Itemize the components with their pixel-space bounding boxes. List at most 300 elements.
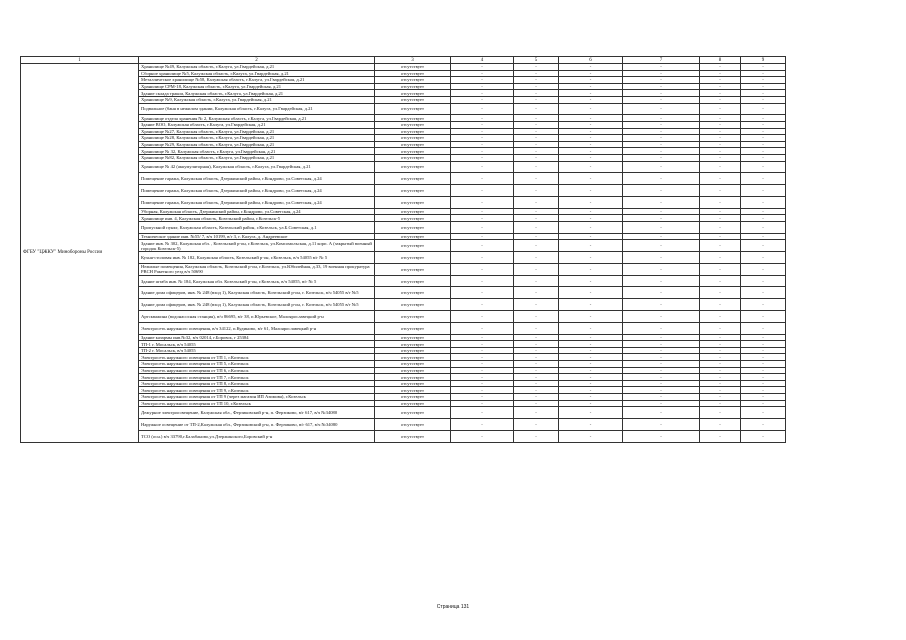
empty-value-cell: - [559, 77, 623, 84]
empty-value-cell: - [623, 154, 700, 161]
empty-value-cell: - [559, 263, 623, 275]
empty-value-cell: - [623, 354, 700, 361]
empty-value-cell: - [451, 215, 514, 222]
empty-value-cell: - [623, 380, 700, 387]
empty-value-cell: - [741, 90, 786, 97]
empty-value-cell: - [451, 418, 514, 430]
status-cell: отсутствует [375, 394, 451, 401]
status-cell: отсутствует [375, 374, 451, 381]
object-description: Помещение гаража, Калужская область, Дзержинский район, г.Кондрово, ул.Советская, д.24 [139, 196, 375, 208]
empty-value-cell: - [514, 380, 559, 387]
empty-value-cell: - [741, 263, 786, 275]
empty-value-cell: - [559, 240, 623, 252]
empty-value-cell: - [741, 361, 786, 368]
empty-value-cell: - [514, 334, 559, 341]
empty-value-cell: - [700, 341, 741, 348]
empty-value-cell: - [559, 252, 623, 264]
empty-value-cell: - [559, 311, 623, 323]
object-description: Электросеть наружного освещения, в/ч 34122, п.Кудиново, в/г 61, Малоярославецкий р-н [139, 322, 375, 334]
empty-value-cell: - [623, 196, 700, 208]
empty-value-cell: - [451, 83, 514, 90]
empty-value-cell: - [741, 387, 786, 394]
col-header: 3 [375, 57, 451, 64]
empty-value-cell: - [451, 367, 514, 374]
empty-value-cell: - [623, 208, 700, 215]
empty-value-cell: - [623, 311, 700, 323]
status-cell: отсутствует [375, 70, 451, 77]
empty-value-cell: - [514, 141, 559, 148]
empty-value-cell: - [741, 394, 786, 401]
empty-value-cell: - [623, 400, 700, 407]
empty-value-cell: - [700, 367, 741, 374]
empty-value-cell: - [559, 361, 623, 368]
object-description: Электросеть наружного освещения от ТП 10, г.Козельск [139, 400, 375, 407]
col-header: 4 [451, 57, 514, 64]
empty-value-cell: - [559, 400, 623, 407]
empty-value-cell: - [559, 275, 623, 287]
empty-value-cell: - [623, 374, 700, 381]
empty-value-cell: - [623, 361, 700, 368]
empty-value-cell: - [700, 128, 741, 135]
empty-value-cell: - [514, 208, 559, 215]
status-cell: отсутствует [375, 96, 451, 103]
empty-value-cell: - [623, 221, 700, 233]
empty-value-cell: - [514, 64, 559, 71]
empty-value-cell: - [451, 77, 514, 84]
empty-value-cell: - [623, 263, 700, 275]
empty-value-cell: - [700, 154, 741, 161]
empty-value-cell: - [741, 400, 786, 407]
empty-value-cell: - [514, 387, 559, 394]
object-description: Сборное хранилище №5, Калужская область, г.Калуга, ул.Гвардейская, д.21 [139, 70, 375, 77]
data-table [20, 56, 786, 443]
empty-value-cell: - [514, 361, 559, 368]
status-cell: отсутствует [375, 128, 451, 135]
empty-value-cell: - [700, 148, 741, 155]
empty-value-cell: - [741, 96, 786, 103]
empty-value-cell: - [623, 90, 700, 97]
object-description: ТП-1 г. Мосальск, в/ч 54055 [139, 341, 375, 348]
page-number: Страница 131 [436, 604, 470, 610]
col-header: 9 [741, 57, 786, 64]
empty-value-cell: - [514, 322, 559, 334]
empty-value-cell: - [741, 103, 786, 115]
col-header: 7 [623, 57, 700, 64]
status-cell: отсутствует [375, 311, 451, 323]
empty-value-cell: - [623, 215, 700, 222]
col-header: 5 [514, 57, 559, 64]
status-cell: отсутствует [375, 154, 451, 161]
empty-value-cell: - [700, 311, 741, 323]
empty-value-cell: - [700, 299, 741, 311]
object-description: Нежилые помещения, Калужская область, Козельский р-он, г.Козельск, ул.Юбилейная, д.33, 19 военная прокуратура РВСН Ракетного уезд в/ч 50690 [139, 263, 375, 275]
status-cell: отсутствует [375, 196, 451, 208]
empty-value-cell: - [451, 161, 514, 173]
empty-value-cell: - [623, 394, 700, 401]
empty-value-cell: - [451, 103, 514, 115]
empty-value-cell: - [559, 135, 623, 142]
empty-value-cell: - [623, 115, 700, 122]
empty-value-cell: - [514, 154, 559, 161]
empty-value-cell: - [700, 380, 741, 387]
object-description: Здание склада тракои, Калужская область, г.Калуга, ул.Гвардейская, д.21 [139, 90, 375, 97]
object-description: Здание штаба инв. № 184, Калужская обл. Козельский р-он, г.Козельск, в/ч 54055, в/г № 5 [139, 275, 375, 287]
status-cell: отсутствует [375, 148, 451, 155]
object-description: Хранилище №49, Калужская область, г.Калуга, ул.Гвардейская, д.21 [139, 64, 375, 71]
empty-value-cell: - [741, 128, 786, 135]
empty-value-cell: - [559, 430, 623, 442]
empty-value-cell: - [514, 407, 559, 419]
table-row [21, 64, 786, 71]
empty-value-cell: - [559, 115, 623, 122]
empty-value-cell: - [514, 299, 559, 311]
object-description: Хранилище инв. 4, Калужская область, Козельский район, г.Козельск-5 [139, 215, 375, 222]
status-cell: отсутствует [375, 185, 451, 197]
empty-value-cell: - [741, 430, 786, 442]
empty-value-cell: - [623, 407, 700, 419]
status-cell: отсутствует [375, 121, 451, 128]
empty-value-cell: - [623, 240, 700, 252]
empty-value-cell: - [741, 367, 786, 374]
empty-value-cell: - [741, 115, 786, 122]
empty-value-cell: - [451, 299, 514, 311]
empty-value-cell: - [623, 430, 700, 442]
object-description: Кухня-столовая инв. № 182, Калужская область, Козельский р-он, г.Козельск, в/ч 54055 в/г № 5 [139, 252, 375, 264]
empty-value-cell: - [741, 83, 786, 90]
empty-value-cell: - [700, 263, 741, 275]
header-row [21, 57, 786, 64]
empty-value-cell: - [514, 115, 559, 122]
empty-value-cell: - [623, 322, 700, 334]
empty-value-cell: - [559, 380, 623, 387]
empty-value-cell: - [514, 185, 559, 197]
status-cell: отсутствует [375, 263, 451, 275]
empty-value-cell: - [700, 221, 741, 233]
empty-value-cell: - [559, 299, 623, 311]
status-cell: отсутствует [375, 83, 451, 90]
empty-value-cell: - [514, 96, 559, 103]
empty-value-cell: - [559, 185, 623, 197]
status-cell: отсутствует [375, 407, 451, 419]
empty-value-cell: - [700, 240, 741, 252]
empty-value-cell: - [741, 64, 786, 71]
empty-value-cell: - [451, 263, 514, 275]
status-cell: отсутствует [375, 141, 451, 148]
object-description: Хранилище №27, Калужская область, г.Калуга, ул.Гвардейская, д.21 [139, 128, 375, 135]
status-cell: отсутствует [375, 347, 451, 354]
object-description: Хранилище №82, Калужская область, г.Калуга, ул.Гвардейская, д.21 [139, 154, 375, 161]
empty-value-cell: - [559, 334, 623, 341]
empty-value-cell: - [623, 128, 700, 135]
empty-value-cell: - [700, 83, 741, 90]
empty-value-cell: - [741, 418, 786, 430]
empty-value-cell: - [700, 70, 741, 77]
object-description: Помещение гаража, Калужская область, Дзержинский район, г.Кондрово, ул.Советская, д.24 [139, 173, 375, 185]
empty-value-cell: - [514, 354, 559, 361]
empty-value-cell: - [451, 380, 514, 387]
empty-value-cell: - [559, 103, 623, 115]
empty-value-cell: - [451, 275, 514, 287]
empty-value-cell: - [559, 387, 623, 394]
empty-value-cell: - [559, 141, 623, 148]
empty-value-cell: - [514, 90, 559, 97]
empty-value-cell: - [514, 275, 559, 287]
empty-value-cell: - [741, 374, 786, 381]
status-cell: отсутствует [375, 240, 451, 252]
object-description: Здание дома офицеров, инв. № 248 (вход 1), Калужская область, Козельский р-он, г. Козельск, в/ч 54055 в/г №5 [139, 287, 375, 299]
empty-value-cell: - [559, 374, 623, 381]
status-cell: отсутствует [375, 361, 451, 368]
empty-value-cell: - [451, 252, 514, 264]
object-description: Электросеть наружного освещения от ТП 1, г.Козельск [139, 354, 375, 361]
object-description: Дежурное электроосвещение, Калужская обл., Ферзиковский р-н, п. Ферзиково, в/г 617, в/ч №34080 [139, 407, 375, 419]
empty-value-cell: - [700, 322, 741, 334]
empty-value-cell: - [623, 252, 700, 264]
empty-value-cell: - [741, 287, 786, 299]
empty-value-cell: - [623, 299, 700, 311]
empty-value-cell: - [451, 64, 514, 71]
empty-value-cell: - [514, 128, 559, 135]
empty-value-cell: - [700, 64, 741, 71]
empty-value-cell: - [451, 354, 514, 361]
empty-value-cell: - [741, 141, 786, 148]
empty-value-cell: - [700, 121, 741, 128]
empty-value-cell: - [623, 96, 700, 103]
empty-value-cell: - [451, 240, 514, 252]
status-cell: отсутствует [375, 64, 451, 71]
empty-value-cell: - [514, 418, 559, 430]
empty-value-cell: - [741, 161, 786, 173]
empty-value-cell: - [514, 77, 559, 84]
empty-value-cell: - [700, 103, 741, 115]
empty-value-cell: - [514, 148, 559, 155]
status-cell: отсутствует [375, 275, 451, 287]
status-cell: отсутствует [375, 430, 451, 442]
empty-value-cell: - [623, 135, 700, 142]
empty-value-cell: - [741, 208, 786, 215]
empty-value-cell: - [451, 387, 514, 394]
empty-value-cell: - [559, 148, 623, 155]
status-cell: отсутствует [375, 367, 451, 374]
object-description: Хранилище №9, Калужская область, г.Калуга, ул.Гвардейская, д.21 [139, 96, 375, 103]
status-cell: отсутствует [375, 252, 451, 264]
empty-value-cell: - [700, 334, 741, 341]
empty-value-cell: - [623, 347, 700, 354]
status-cell: отсутствует [375, 287, 451, 299]
status-cell: отсутствует [375, 221, 451, 233]
object-description: Здание казармы инв.№32, в/ч 02014, г.Боровск, г 25384 [139, 334, 375, 341]
empty-value-cell: - [559, 287, 623, 299]
status-cell: отсутствует [375, 173, 451, 185]
empty-value-cell: - [700, 400, 741, 407]
status-cell: отсутствует [375, 322, 451, 334]
empty-value-cell: - [741, 299, 786, 311]
empty-value-cell: - [559, 394, 623, 401]
empty-value-cell: - [700, 161, 741, 173]
empty-value-cell: - [451, 341, 514, 348]
empty-value-cell: - [559, 341, 623, 348]
empty-value-cell: - [514, 221, 559, 233]
status-cell: отсутствует [375, 380, 451, 387]
empty-value-cell: - [514, 263, 559, 275]
empty-value-cell: - [451, 233, 514, 240]
object-description: Хранилище отдела хранения № 2, Калужская область, г.Калуга, ул.Гвардейская, д.21 [139, 115, 375, 122]
empty-value-cell: - [623, 418, 700, 430]
empty-value-cell: - [559, 161, 623, 173]
empty-value-cell: - [514, 430, 559, 442]
empty-value-cell: - [741, 275, 786, 287]
col-header: 1 [21, 57, 139, 64]
empty-value-cell: - [451, 394, 514, 401]
empty-value-cell: - [741, 347, 786, 354]
empty-value-cell: - [451, 311, 514, 323]
empty-value-cell: - [700, 361, 741, 368]
empty-value-cell: - [559, 70, 623, 77]
object-description: Электросеть наружного освещения от ТП 7, г.Козельск [139, 374, 375, 381]
empty-value-cell: - [514, 240, 559, 252]
empty-value-cell: - [451, 185, 514, 197]
status-cell: отсутствует [375, 387, 451, 394]
empty-value-cell: - [741, 407, 786, 419]
object-description: Электросеть наружного освещения от ТП 8, г.Козельск [139, 380, 375, 387]
empty-value-cell: - [741, 70, 786, 77]
object-description: Здание дома офицеров, инв. № 248 (вход 1), Калужская область, Козельский р-он, г. Козельск, в/ч 54055 в/г №5 [139, 299, 375, 311]
empty-value-cell: - [623, 341, 700, 348]
empty-value-cell: - [700, 347, 741, 354]
empty-value-cell: - [700, 77, 741, 84]
object-description: Помещение гаража, Калужская область, Дзержинский район, г.Кондрово, ул.Советская, д.24 [139, 185, 375, 197]
empty-value-cell: - [559, 121, 623, 128]
empty-value-cell: - [451, 334, 514, 341]
status-cell: отсутствует [375, 418, 451, 430]
object-description: ТСО (осн.) в/ч 33790,г.Балабаново,ул.Дзержинского,Боровский р-н [139, 430, 375, 442]
empty-value-cell: - [741, 380, 786, 387]
empty-value-cell: - [623, 83, 700, 90]
empty-value-cell: - [700, 387, 741, 394]
empty-value-cell: - [559, 128, 623, 135]
empty-value-cell: - [514, 252, 559, 264]
status-cell: отсутствует [375, 161, 451, 173]
empty-value-cell: - [741, 148, 786, 155]
empty-value-cell: - [451, 121, 514, 128]
empty-value-cell: - [741, 233, 786, 240]
empty-value-cell: - [700, 374, 741, 381]
status-cell: отсутствует [375, 135, 451, 142]
empty-value-cell: - [741, 354, 786, 361]
empty-value-cell: - [559, 196, 623, 208]
empty-value-cell: - [559, 96, 623, 103]
empty-value-cell: - [559, 173, 623, 185]
empty-value-cell: - [700, 354, 741, 361]
empty-value-cell: - [741, 77, 786, 84]
empty-value-cell: - [741, 311, 786, 323]
empty-value-cell: - [514, 394, 559, 401]
empty-value-cell: - [451, 221, 514, 233]
status-cell: отсутствует [375, 341, 451, 348]
object-description: Артскважина (водонасосная станция), в/ч 86695, в/г 38, п.Юрьевское, Малоярославецкий р-н [139, 311, 375, 323]
empty-value-cell: - [700, 394, 741, 401]
empty-value-cell: - [559, 90, 623, 97]
empty-value-cell: - [514, 367, 559, 374]
object-description: Хранилище №28, Калужская область, г.Калуга, ул.Гвардейская, д.21 [139, 135, 375, 142]
empty-value-cell: - [451, 374, 514, 381]
empty-value-cell: - [623, 141, 700, 148]
empty-value-cell: - [514, 161, 559, 173]
empty-value-cell: - [514, 287, 559, 299]
empty-value-cell: - [700, 275, 741, 287]
object-description: Электросеть наружного освещения от ТП 5, г.Козельск [139, 361, 375, 368]
empty-value-cell: - [451, 407, 514, 419]
empty-value-cell: - [559, 233, 623, 240]
empty-value-cell: - [514, 121, 559, 128]
empty-value-cell: - [514, 83, 559, 90]
empty-value-cell: - [559, 367, 623, 374]
empty-value-cell: - [700, 287, 741, 299]
empty-value-cell: - [700, 418, 741, 430]
empty-value-cell: - [514, 196, 559, 208]
empty-value-cell: - [451, 196, 514, 208]
empty-value-cell: - [559, 221, 623, 233]
object-description: Подвальное (баня в нежилом здании, Калужская область, г.Калуга, ул.Гвардейская, д.21 [139, 103, 375, 115]
empty-value-cell: - [451, 322, 514, 334]
empty-value-cell: - [741, 185, 786, 197]
empty-value-cell: - [623, 77, 700, 84]
empty-value-cell: - [559, 154, 623, 161]
object-description: Здание ВОО, Калужская область, г.Калуга, ул.Гвардейская, д.21 [139, 121, 375, 128]
empty-value-cell: - [451, 90, 514, 97]
empty-value-cell: - [741, 135, 786, 142]
empty-value-cell: - [623, 233, 700, 240]
empty-value-cell: - [559, 64, 623, 71]
object-description: Здание инв. № 302, Калужская обл. , Козельский р-он, г.Козельск, ул.Комсомольская, д.11 корп. А (закрытый военный городок Козельск-5) [139, 240, 375, 252]
empty-value-cell: - [559, 347, 623, 354]
empty-value-cell: - [559, 354, 623, 361]
empty-value-cell: - [700, 141, 741, 148]
status-cell: отсутствует [375, 233, 451, 240]
empty-value-cell: - [451, 154, 514, 161]
object-description: Пропускной пункт, Калужская область, Козельский район, г.Козельск, ул.Б.Советская, д.1 [139, 221, 375, 233]
empty-value-cell: - [623, 161, 700, 173]
empty-value-cell: - [514, 173, 559, 185]
empty-value-cell: - [559, 83, 623, 90]
empty-value-cell: - [741, 221, 786, 233]
empty-value-cell: - [559, 208, 623, 215]
empty-value-cell: - [741, 121, 786, 128]
empty-value-cell: - [514, 311, 559, 323]
empty-value-cell: - [623, 334, 700, 341]
empty-value-cell: - [623, 70, 700, 77]
empty-value-cell: - [451, 361, 514, 368]
empty-value-cell: - [623, 387, 700, 394]
empty-value-cell: - [700, 115, 741, 122]
empty-value-cell: - [741, 196, 786, 208]
organization-cell: ФГБУ "ЦЖКУ" Минобороны России [21, 64, 139, 443]
empty-value-cell: - [623, 64, 700, 71]
object-description: Наружное освещение от ТП-2,Калужская обл., Ферзиковский р-н, п. Ферзиково, в/г 617, в/ч №34080 [139, 418, 375, 430]
status-cell: отсутствует [375, 354, 451, 361]
empty-value-cell: - [700, 135, 741, 142]
empty-value-cell: - [623, 275, 700, 287]
empty-value-cell: - [623, 103, 700, 115]
object-description: Хранилище № 42 (аккумуляторная), Калужская область, г.Калуга, ул.Гвардейская, д.21 [139, 161, 375, 173]
empty-value-cell: - [623, 367, 700, 374]
empty-value-cell: - [451, 400, 514, 407]
col-header: 6 [559, 57, 623, 64]
empty-value-cell: - [700, 233, 741, 240]
status-cell: отсутствует [375, 215, 451, 222]
empty-value-cell: - [700, 96, 741, 103]
empty-value-cell: - [451, 70, 514, 77]
